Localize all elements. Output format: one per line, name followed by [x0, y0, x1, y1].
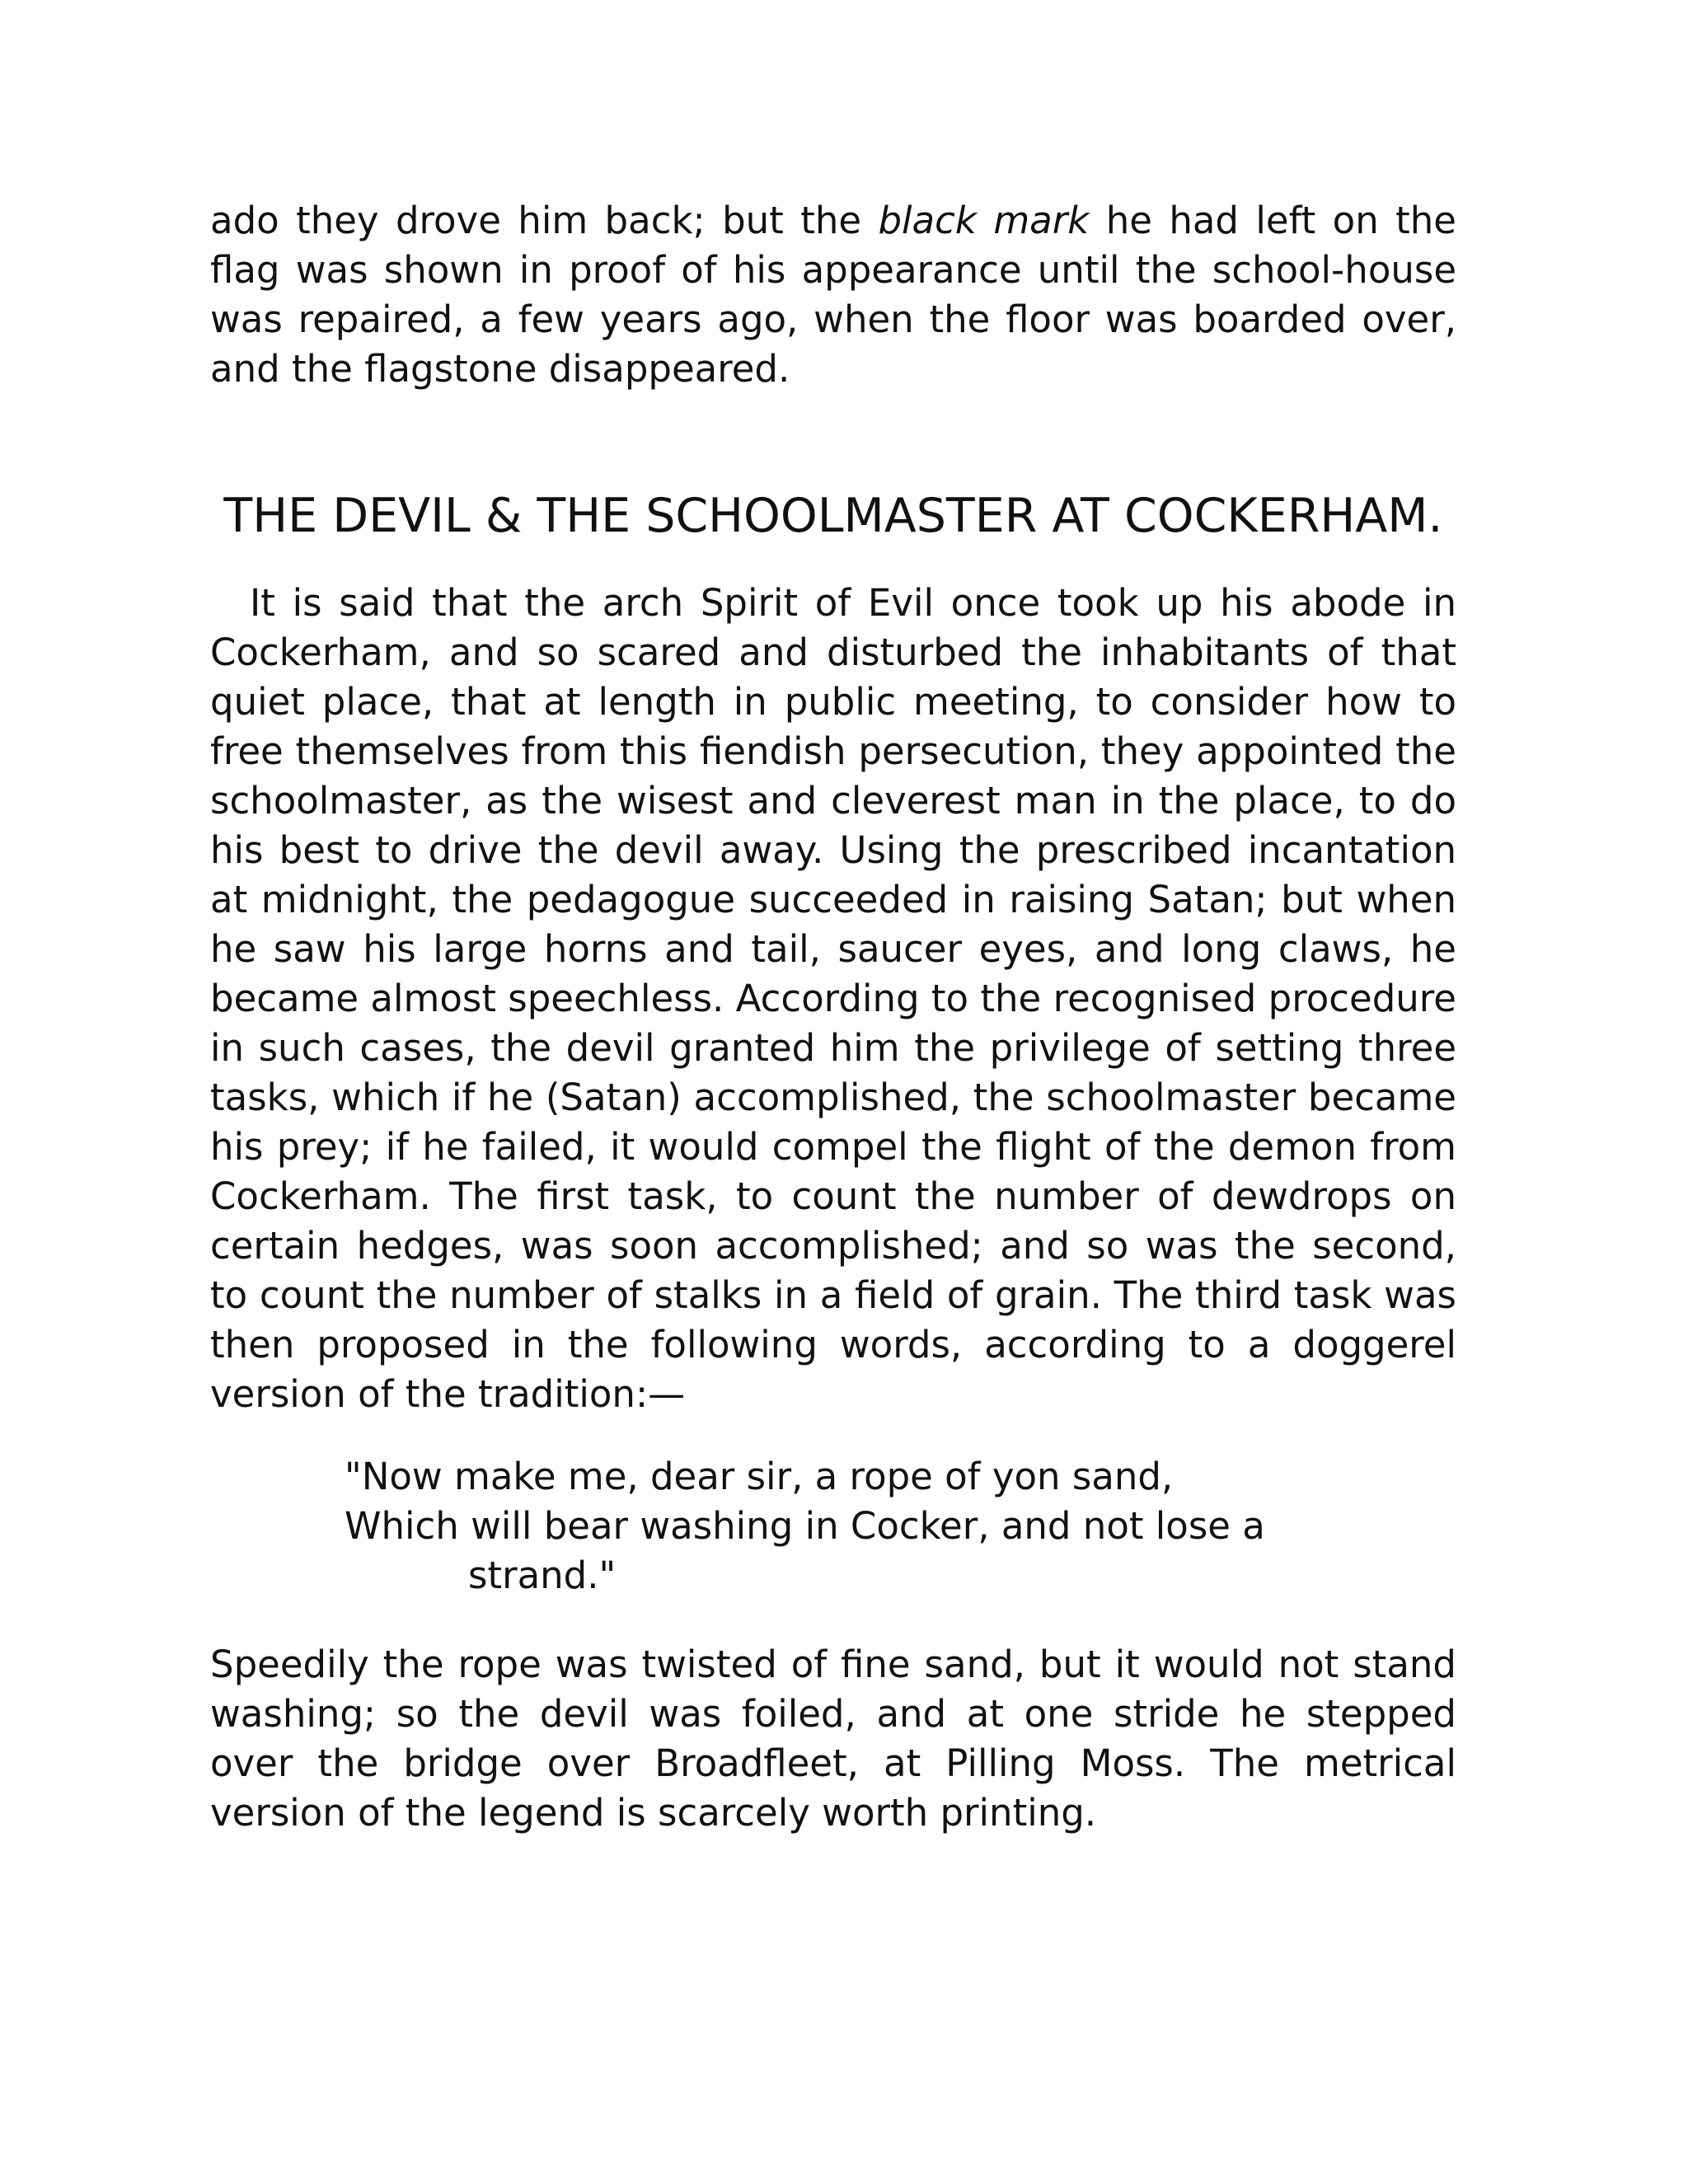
continuation-text-start: ado they drove him back; but the — [210, 199, 879, 242]
story-paragraph: It is said that the arch Spirit of Evil once took up his abode in Cockerham, and so scared and disturbed the inhabitants of that quiet place, that at length in public meeting, to consider how to free themselves from this fiendish persecution, they appointed the schoolmaster, as the wisest and cleverest man in the place, to do his best to drive the devil away. Using the prescribed incantation at midnight, the pedagogue succeeded in raising Satan; but when he saw his large horns and tail, saucer eyes, and long claws, he became almost speechless. According to the recognised procedure in such cases, the devil granted him the privilege of setting three tasks, which if he (Satan) accomplished, the schoolmaster became his prey; if he failed, it would compel the flight of the demon from Cockerham. The first task, to count the number of dewdrops on certain hedges, was soon accomplished; and so was the second, to count the number of stalks in a field of grain. The third task was then proposed in the following words, according to a doggerel version of the tradition:— — [210, 581, 1456, 1416]
section-heading: THE DEVIL & THE SCHOOLMASTER AT COCKERHAM. — [223, 489, 1443, 543]
verse-block — [345, 1452, 1456, 1601]
black-mark-emphasis: black mark — [878, 199, 1090, 242]
continuation-text-end: he had left on the flag was shown in proof of his appearance until the school-house was repaired, a few years ago, when the floor was boarded over, and the flagstone disappeared. — [210, 199, 1456, 391]
verse-line-1: "Now make me, dear sir, a rope of yon sand, — [345, 1455, 1174, 1498]
closing-paragraph: Speedily the rope was twisted of fine sand, but it would not stand washing; so the devil was foiled, and at one stride he stepped over the bridge over Broadfleet, at Pilling Moss. The metrical version of the legend is scarcely worth printing. — [210, 1643, 1456, 1835]
verse-line-2-continuation: strand." — [468, 1554, 617, 1597]
page-content — [210, 196, 1456, 1838]
verse-line-2: Which will bear washing in Cocker, and not lose a — [345, 1504, 1265, 1548]
continuation-paragraph — [210, 196, 1456, 394]
